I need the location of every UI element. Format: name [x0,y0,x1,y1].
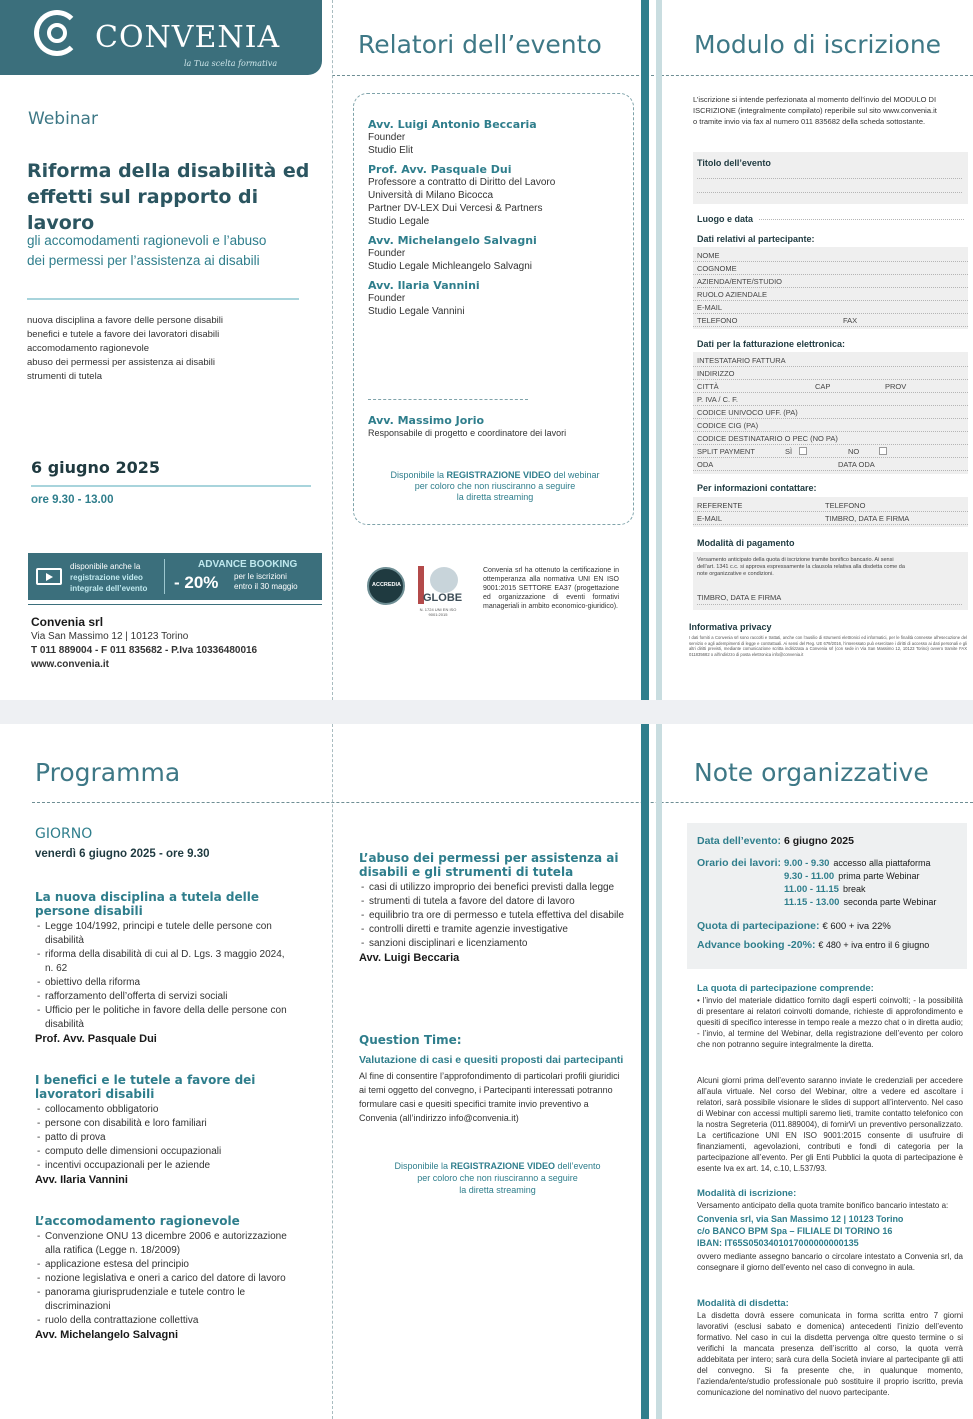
split-yes-label: SÌ [785,447,793,456]
schedule-time: 11.00 - 11.15 [784,884,839,895]
cancel-text: La disdetta dovrà essere comunicata in forma scritta entro 7 giorni lavorativi (esclusi sabato e domenica) antecedenti l’inizio dell’evento formativo. Nel caso in cui la disdetta pervenga oltre questo termine o si verifichi la mancata presenza dell’iscritto al corso, la quota verrà addebitata per intero; sarà cura della Società inviare al partecipante gli atti del convegno. Si fa presente che, in qualunque momento, l’azienda/ente/studio professionale può sostituire il proprio iscritto, previa comunicazione del nominativo del nuovo partecipante. [697,1311,963,1397]
schedule-desc: accesso alla piattaforma [833,858,931,868]
billing-field-row[interactable] [693,393,968,406]
speaker-name: Prof. Avv. Pasquale Dui [368,163,512,176]
date-underline [31,485,311,487]
banner-separator [164,559,165,594]
billing-field-label: CITTÀ [697,382,719,391]
payment-text: Versamento anticipato della quota di iscrizione tramite bonifico bancario. Ai sensi dell’art. 1341 c.c. si approva espressamente la clausola relativa alla disdetta come da note organizzative e condizioni. [697,557,905,577]
registration-header: Modulo di iscrizione [694,30,942,59]
abuse-section [359,851,624,964]
event-title-line-a [697,178,962,179]
recording2-line3: la diretta streaming [459,1185,536,1195]
bottom-fold-stripe-light [656,724,662,1419]
banner-line3: integrale dell’evento [70,584,148,593]
recording2-pre: Disponibile la [394,1161,451,1171]
program-sections [35,890,295,1369]
recording-bold: REGISTRAZIONE VIDEO [446,470,551,480]
place-date-line [759,219,964,220]
speaker-entry [368,279,628,318]
schedule-row [784,896,964,909]
company-address: Via San Massimo 12 | 10123 Torino [31,631,189,642]
abuse-items [359,881,624,951]
speaker-affiliation: Studio Legale Vannini [368,306,465,317]
schedule-row [784,857,964,870]
program-item: - Convenzione ONU 13 dicembre 2006 e autorizzazione alla ratifica (Legge n. 18/2009) [35,1230,295,1258]
program-item: - nozione legislativa e oneri a carico del datore di lavoro [35,1272,295,1286]
recording-line3: la diretta streaming [456,492,534,502]
bottom-fold-1 [332,724,333,1419]
video-icon [36,568,62,585]
participant-field-label: AZIENDA/ENTE/STUDIO [697,277,783,286]
event-title-label: Titolo dell’evento [697,158,771,168]
cancel-label: Modalità di disdetta: [697,1298,789,1309]
email-label: E-MAIL [697,514,723,523]
topic-item: strumenti di tutela [27,371,102,382]
speaker-name: Avv. Michelangelo Salvagni [368,234,537,247]
program-item: - rafforzamento dell’offerta di servizi sociali [35,990,295,1004]
program-section-speaker: Avv. Ilaria Vannini [35,1174,128,1186]
event-subtitle [27,231,327,271]
adv-row [697,939,929,951]
telefono-label: TELEFONO [825,501,866,510]
subtitle-underline [27,298,299,300]
fax-label: FAX [843,316,858,325]
schedule-list [784,857,964,909]
event-title-line-b [697,192,962,193]
program-section-title: L’accomodamento ragionevole [35,1214,240,1228]
billing-box[interactable] [693,352,968,474]
program-section [35,1214,295,1341]
banner-line1: disponibile anche la [70,562,141,571]
participant-field-row[interactable] [693,275,968,288]
billing-field-row[interactable] [693,367,968,380]
bank-line2: c/o BANCO BPM Spa – FILIALE DI TORINO 16 [697,1226,893,1236]
recording2-bold: REGISTRAZIONE VIDEO [450,1161,555,1171]
billing-field-label: SPLIT PAYMENT [697,447,755,456]
split-no-checkbox[interactable] [879,447,887,455]
billing-field-label: CODICE DESTINATARIO O PEC (NO PA) [697,434,838,443]
discount-conditions [234,572,298,592]
recording-pre: Disponibile la [390,470,447,480]
place-date-label: Luogo e data [697,214,753,224]
place-date-row[interactable] [693,209,968,223]
fee-label: Quota di partecipazione: [697,920,820,932]
prov-label: PROV [885,382,907,391]
participant-field-row[interactable] [693,314,968,327]
abuse-item: - strumenti di tutela a favore del datore di lavoro [359,895,624,909]
participant-field-row[interactable] [693,301,968,314]
split-no-label: NO [848,447,860,456]
speaker-affiliation: Founder [368,132,406,143]
speaker-affiliation: Professore a contratto di Diritto del Lavoro [368,177,556,188]
participant-field-label: RUOLO AZIENDALE [697,290,768,299]
event-date-row [697,835,854,847]
abuse-section-title: L’abuso dei permessi per assistenza ai disabili e gli strumenti di tutela [359,851,619,879]
topic-item: benefici e tutele a favore dei lavoratori disabili [27,329,220,340]
participant-field-label: COGNOME [697,264,737,273]
participant-field-label: NOME [697,251,720,260]
privacy-text: I dati forniti a Convenia srl sono raccolti e trattati, anche con l’ausilio di strumenti elettronici ed informatici, per le finalità connesse all’esecuzione del servizio e agli adempimenti di legge e contrattuali. Ai sensi del Reg. UE 679/2016, l’interessato può esercitare i diritti di accesso ai dati personali e gli altri diritti previsti, mediante comunicazione scritta indirizzata a Convenia srl (con sede in Via San Massimo 12, 10123 Torino) ovvero tramite FAX 011835682 o all’indirizzo di posta elettronica info@convenia.it [689,635,967,657]
event-date-value: 6 giugno 2025 [783,835,854,847]
program-item: - obiettivo della riforma [35,976,295,990]
company-website[interactable]: www.convenia.it [31,659,109,670]
sheet-gap [0,700,973,724]
brand-tagline: la Tua scelta formativa [184,59,278,68]
recording2-post: dell’evento [555,1161,601,1171]
event-title-line2: effetti sul rapporto di lavoro [27,186,259,234]
globe-logo-text: GLOBE [423,592,463,604]
brand-logo-block [0,0,322,75]
webinar-label: Webinar [28,109,98,129]
speaker-affiliation: Università di Milano Bicocca [368,190,494,201]
discount-cond-line2: entro il 30 maggio [234,582,298,591]
billing-field-row[interactable] [693,354,968,367]
program-item: - patto di prova [35,1131,295,1145]
billing-field-label: P. IVA / C. F. [697,395,738,404]
billing-label: Dati per la fatturazione elettronica: [697,339,846,349]
event-subtitle-line1: gli accomodamenti ragionevoli e l’abuso [27,233,267,248]
speaker-affiliation: Partner DV-LEX Dui Vercesi & Partners [368,203,543,214]
schedule-time: 9.30 - 11.00 [784,871,835,882]
program-item: - persone con disabilità e loro familiari [35,1117,295,1131]
billing-field-row[interactable] [693,432,968,445]
program-item: - applicazione estesa del principio [35,1258,295,1272]
company-contacts: T 011 889004 - F 011 835682 - P.Iva 10336480016 [31,645,258,656]
schedule-desc: seconda parte Webinar [843,897,937,907]
abuse-item: - sanzioni disciplinari e licenziamento [359,937,624,951]
topic-item: accomodamento ragionevole [27,343,149,354]
program-section-title: I benefici e le tutele a favore dei lavoratori disabili [35,1073,256,1101]
schedule-time: 11.15 - 13.00 [784,897,840,908]
program-section [35,890,295,1045]
day-label: GIORNO [35,826,93,842]
coordinator-role: Responsabile di progetto e coordinatore dei lavori [368,428,567,438]
payment-box[interactable] [693,552,968,610]
email-row[interactable] [693,512,968,525]
discount-value: - 20% [174,573,219,592]
program-header: Programma [35,758,181,787]
payment-sign: TIMBRO, DATA E FIRMA [697,593,782,602]
referente-row[interactable] [693,499,968,512]
program-item: - ruolo della contrattazione collettiva [35,1314,295,1328]
top-fold-stripe [641,0,649,700]
credentials-text: Alcuni giorni prima dell’evento saranno inviate le credenziali per accedere all’aula virtuale. Nel corso del Webinar, oltre a vedere ed ascoltare i relatori, sarà possibile visionare le slides di support all’intervento. Nel caso di Webinar con accessi multipli saremo lieti, tramite contatto telefonico con la nostra Segreteria (011.889004), di fornirVi un preventivo personalizzato. La certificazione UNI EN ISO 9001:2015 consente di usufruire di finanziamenti, agevolazioni, contributi e fondi di categoria per la partecipazione all’evento. Per gli Enti Pubblici la quota di partecipazione è esente Iva ex art. 14, c.10, L.537/93. [697,1076,963,1173]
privacy-label: Informativa privacy [689,622,772,632]
bank-details [697,1213,903,1249]
speakers-list [368,114,628,324]
globe-logo-circle [430,567,458,593]
speaker-affiliation: Founder [368,293,406,304]
adv-label: Advance booking -20%: [697,939,816,951]
program-section-items [35,920,295,1032]
topics-list [27,314,317,384]
participant-label: Dati relativi al partecipante: [697,234,815,244]
participant-field-label: TELEFONO [697,316,738,325]
program-item: - computo delle dimensioni occupazionali [35,1145,295,1159]
billing-field-row[interactable] [693,380,968,393]
schedule-row [784,883,964,896]
event-title-box[interactable] [693,152,968,204]
schedule-desc: prima parte Webinar [838,871,920,881]
speaker-entry [368,118,628,157]
event-date: 6 giugno 2025 [31,458,160,477]
event-title-line1: Riforma della disabilità ed [27,160,310,182]
registration-intro: L’iscrizione si intende perfezionata al momento dell’invio del MODULO DI ISCRIZIONE (integralmente compilato) reperibile sul sito www.convenia.it o tramite invio via fax al numero 011 835682 della scheda sottostante. [693,95,937,126]
registration-label: Modalità di iscrizione: [697,1188,797,1199]
abuse-item: - controlli diretti e tramite agenzie investigative [359,923,624,937]
contact-box[interactable] [693,497,968,527]
participant-field-row[interactable] [693,288,968,301]
notes-header: Note organizzative [694,758,929,787]
booking-banner[interactable] [28,553,322,600]
topic-item: abuso dei permessi per assistenza ai disabili [27,357,215,368]
accredia-logo-text: ACCREDIA [372,582,402,588]
participant-field-row[interactable] [693,249,968,262]
speaker-entry [368,163,628,228]
program-item: - panorama giurisprudenziale e tutele contro le discriminazioni [35,1286,295,1314]
program-item: - Ufficio per le politiche in favore della delle persone con disabilità [35,1004,295,1032]
question-time-title: Question Time: [359,1033,462,1047]
company-block [31,614,257,672]
program-section [35,1073,295,1186]
recording-line2: per coloro che non riusciranno a seguire [414,481,576,491]
speaker-name: Avv. Ilaria Vannini [368,279,480,292]
banner-left-text [70,561,147,594]
cap-label: CAP [815,382,831,391]
coordinator-block [368,414,628,440]
adv-value: € 480 + iva entro il 6 giugno [818,940,930,950]
discount-cond-line1: per le iscrizioni [234,572,287,581]
top-fold-1 [332,0,333,700]
speaker-affiliation: Studio Elit [368,145,414,156]
referente-label: REFERENTE [697,501,743,510]
fee-row [697,920,891,932]
question-time-sub: Valutazione di casi e quesiti proposti dai partecipanti [359,1054,624,1066]
billing-field-label: INDIRIZZO [697,369,735,378]
program-item: - riforma della disabilità di cui al D. Lgs. 3 maggio 2024, n. 62 [35,948,295,976]
schedule-time: 9.00 - 9.30 [784,858,830,869]
payment-sign-line [697,604,962,605]
recording2-line2: per coloro che non riusciranno a seguire [417,1173,578,1183]
billing-field-label: CODICE UNIVOCO UFF. (PA) [697,408,798,417]
bank-line3: IBAN: IT65S0503401017000000000135 [697,1238,859,1248]
event-subtitle-line2: dei permessi per l’assistenza ai disabili [27,253,260,268]
includes-label: La quota di partecipazione comprende: [697,983,874,994]
program-section-items [35,1230,295,1328]
event-date-label: Data dell’evento: [697,835,782,847]
bottom-fold-stripe [641,724,649,1419]
billing-field-row[interactable] [693,445,968,458]
schedule-desc: break [842,884,866,894]
bank-line1: Convenia srl, via San Massimo 12 | 10123 Torino [697,1214,904,1224]
abuse-item: - casi di utilizzo improprio dei benefici previsti dalla legge [359,881,624,895]
schedule-row [784,870,964,883]
billing-field-label: CODICE CIG (PA) [697,421,759,430]
includes-text: • l’invio del materiale didattico fornito dagli esperti coinvolti; - la possibilità di presentare ai relatori coinvolti domande, richieste di approfondimento e quesiti di specifico interesse in tempo reale a mezzo chat o in diretta audio; - l’invio, al termine del Webinar, della registrazione dell’evento per coloro che non potranno seguire integralmente la diretta. [697,996,963,1049]
payment-label: Modalità di pagamento [697,538,795,548]
registration-text: Versamento anticipato della quota tramite bonifico bancario intestato a: [697,1201,949,1210]
contact-label: Per informazioni contattare: [697,483,817,493]
billing-field-row[interactable] [693,458,968,471]
program-item: - Legge 104/1992, principi e tutele delle persone con disabilità [35,920,295,948]
speaker-entry [368,234,628,273]
accredia-logo [367,567,405,605]
event-time: ore 9.30 - 13.00 [31,494,114,506]
program-section-items [35,1103,295,1173]
question-time-text: Al fine di consentire l’approfondimento di particolari profili giuridici ai temi oggetto del convegno, i Partecipanti interessati potranno formulare casi e quesiti specifici tramite invio preventivo a Convenia (all’indirizzo info@convenia.it) [359,1071,620,1123]
program-item: - incentivi occupazionali per le aziende [35,1159,295,1173]
program-section-title: La nuova disciplina a tutela delle persone disabili [35,890,259,918]
brand-swirl-inner-icon [47,23,67,43]
top-fold-stripe-light [656,0,662,700]
coordinator-divider [368,399,528,400]
bottom-header-divider [32,802,973,803]
billing-field-row[interactable] [693,419,968,432]
billing-field-label: ODA [697,460,714,469]
program-section-speaker: Avv. Michelangelo Salvagni [35,1329,179,1341]
company-name: Convenia srl [31,615,104,629]
abuse-speaker: Avv. Luigi Beccaria [359,952,460,964]
participant-field-row[interactable] [693,262,968,275]
topic-item: nuova disciplina a favore delle persone disabili [27,315,223,326]
billing-field-label: INTESTATARIO FATTURA [697,356,786,365]
program-section-speaker: Prof. Avv. Pasquale Dui [35,1033,157,1045]
banner-underline [28,604,322,605]
speaker-affiliation: Studio Legale [368,216,430,227]
registration-text2: ovvero mediante assegno bancario o circolare intestato a Convenia srl, da consegnare il giorno dell’evento nel caso di convegno in aula. [697,1252,963,1272]
split-yes-checkbox[interactable] [799,447,807,455]
timbro-label: TIMBRO, DATA E FIRMA [825,514,910,523]
schedule-label: Orario dei lavori: [697,857,782,869]
participant-box[interactable] [693,247,968,329]
data-oda-label: DATA ODA [838,460,875,469]
brand-name: CONVENIA [95,20,281,55]
speaker-affiliation: Founder [368,248,406,259]
globe-logo-sub: N. 1724 UNI EN ISO 9001:2015 [419,607,457,617]
participant-field-label: E-MAIL [697,303,723,312]
certification-text: Convenia srl ha ottenuto la certificazione in ottemperanza alla normativa UNI EN ISO 9001:2015 SETTORE EA37 (progettazione ed organizzazione di eventi formativi manageriali in ambito economico-giuridico). [483,567,619,610]
recording-note [360,470,630,503]
recording-post: del webinar [551,470,600,480]
recording-note-2 [360,1160,635,1196]
advance-booking-title: ADVANCE BOOKING [198,559,298,570]
banner-line2: registrazione video [70,573,143,582]
speaker-name: Avv. Luigi Antonio Beccaria [368,118,537,131]
speaker-affiliation: Studio Legale Michleangelo Salvagni [368,261,533,272]
top-header-divider [332,75,973,76]
abuse-item: - equilibrio tra ore di permesso e tutela effettiva del disabile [359,909,624,923]
program-day: venerdì 6 giugno 2025 - ore 9.30 [35,848,210,860]
coordinator-name: Avv. Massimo Jorio [368,414,485,427]
billing-field-row[interactable] [693,406,968,419]
fee-value: € 600 + iva 22% [822,921,891,932]
program-item: - collocamento obbligatorio [35,1103,295,1117]
speakers-header: Relatori dell’evento [358,30,602,59]
event-title [27,158,327,236]
